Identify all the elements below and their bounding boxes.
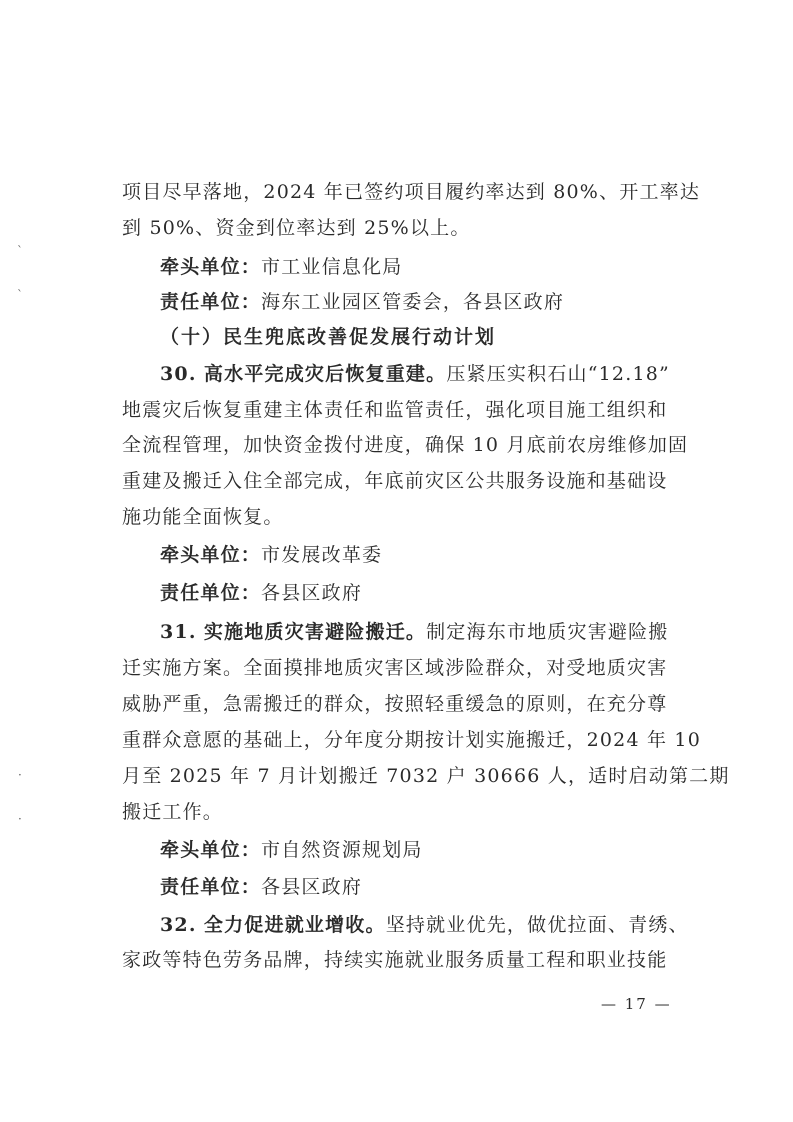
paragraph-line: 家政等特色劳务品牌，持续实施就业服务质量工程和职业技能: [122, 949, 668, 971]
responsible-unit-label: 责任单位：: [160, 582, 262, 604]
responsible-unit-label: 责任单位：: [160, 876, 262, 898]
paragraph-line: 搬迁工作。: [122, 801, 224, 823]
scan-mark: ·: [18, 812, 22, 826]
item-text: 压紧压实积石山“12.18”: [446, 363, 670, 385]
item-title: 高水平完成灾后恢复重建。: [203, 363, 447, 385]
item-title: 全力促进就业增收。: [203, 914, 386, 936]
paragraph-line: 地震灾后恢复重建主体责任和监管责任，强化项目施工组织和: [122, 399, 668, 421]
responsible-unit-value: 各县区政府: [261, 876, 363, 898]
item-title: 实施地质灾害避险搬迁。: [203, 621, 427, 643]
responsible-unit-value: 海东工业园区管委会，各县区政府: [261, 291, 565, 313]
lead-unit-label: 牵头单位：: [160, 839, 262, 861]
lead-unit-value: 市工业信息化局: [261, 256, 403, 278]
responsible-unit-line: [160, 875, 362, 899]
paragraph-line: 全流程管理，加快资金拨付进度，确保 10 月底前农房维修加固: [122, 434, 689, 456]
lead-unit-label: 牵头单位：: [160, 256, 262, 278]
paragraph-line: 施功能全面恢复。: [122, 506, 284, 528]
scan-mark: ·: [18, 768, 22, 782]
paragraph-line: 重建及搬迁入住全部完成，年底前灾区公共服务设施和基础设: [122, 470, 668, 492]
item-31-first-line: [160, 620, 669, 644]
item-number: 31.: [160, 621, 197, 643]
paragraph-line: 项目尽早落地，2024 年已签约项目履约率达到 80%、开工率达: [122, 181, 701, 203]
item-number: 32.: [160, 914, 197, 936]
responsible-unit-line: [160, 290, 564, 314]
responsible-unit-label: 责任单位：: [160, 291, 262, 313]
page-number: — 17 —: [601, 995, 672, 1013]
lead-unit-line: [160, 255, 402, 279]
lead-unit-value: 市自然资源规划局: [261, 839, 423, 861]
item-number: 30.: [160, 363, 197, 385]
item-30-first-line: [160, 362, 670, 386]
item-32-first-line: [160, 913, 689, 937]
lead-unit-line: [160, 838, 423, 862]
paragraph-line: 到 50%、资金到位率达到 25%以上。: [122, 217, 471, 239]
item-text: 制定海东市地质灾害避险搬: [426, 621, 669, 643]
section-heading: （十）民生兜底改善促发展行动计划: [160, 326, 497, 348]
responsible-unit-value: 各县区政府: [261, 582, 363, 604]
responsible-unit-line: [160, 581, 362, 605]
scan-mark: ˋ: [17, 288, 23, 302]
scan-mark: ˋ: [17, 244, 23, 258]
paragraph-line: 重群众意愿的基础上，分年度分期按计划实施搬迁，2024 年 10: [122, 729, 702, 751]
lead-unit-line: [160, 543, 382, 567]
paragraph-line: 威胁严重，急需搬迁的群众，按照轻重缓急的原则，在充分尊: [122, 693, 668, 715]
item-text: 坚持就业优先，做优拉面、青绣、: [385, 914, 689, 936]
paragraph-line: 月至 2025 年 7 月计划搬迁 7032 户 30666 人，适时启动第二期: [122, 765, 730, 787]
lead-unit-label: 牵头单位：: [160, 544, 262, 566]
paragraph-line: 迁实施方案。全面摸排地质灾害区域涉险群众，对受地质灾害: [122, 657, 668, 679]
lead-unit-value: 市发展改革委: [261, 544, 383, 566]
